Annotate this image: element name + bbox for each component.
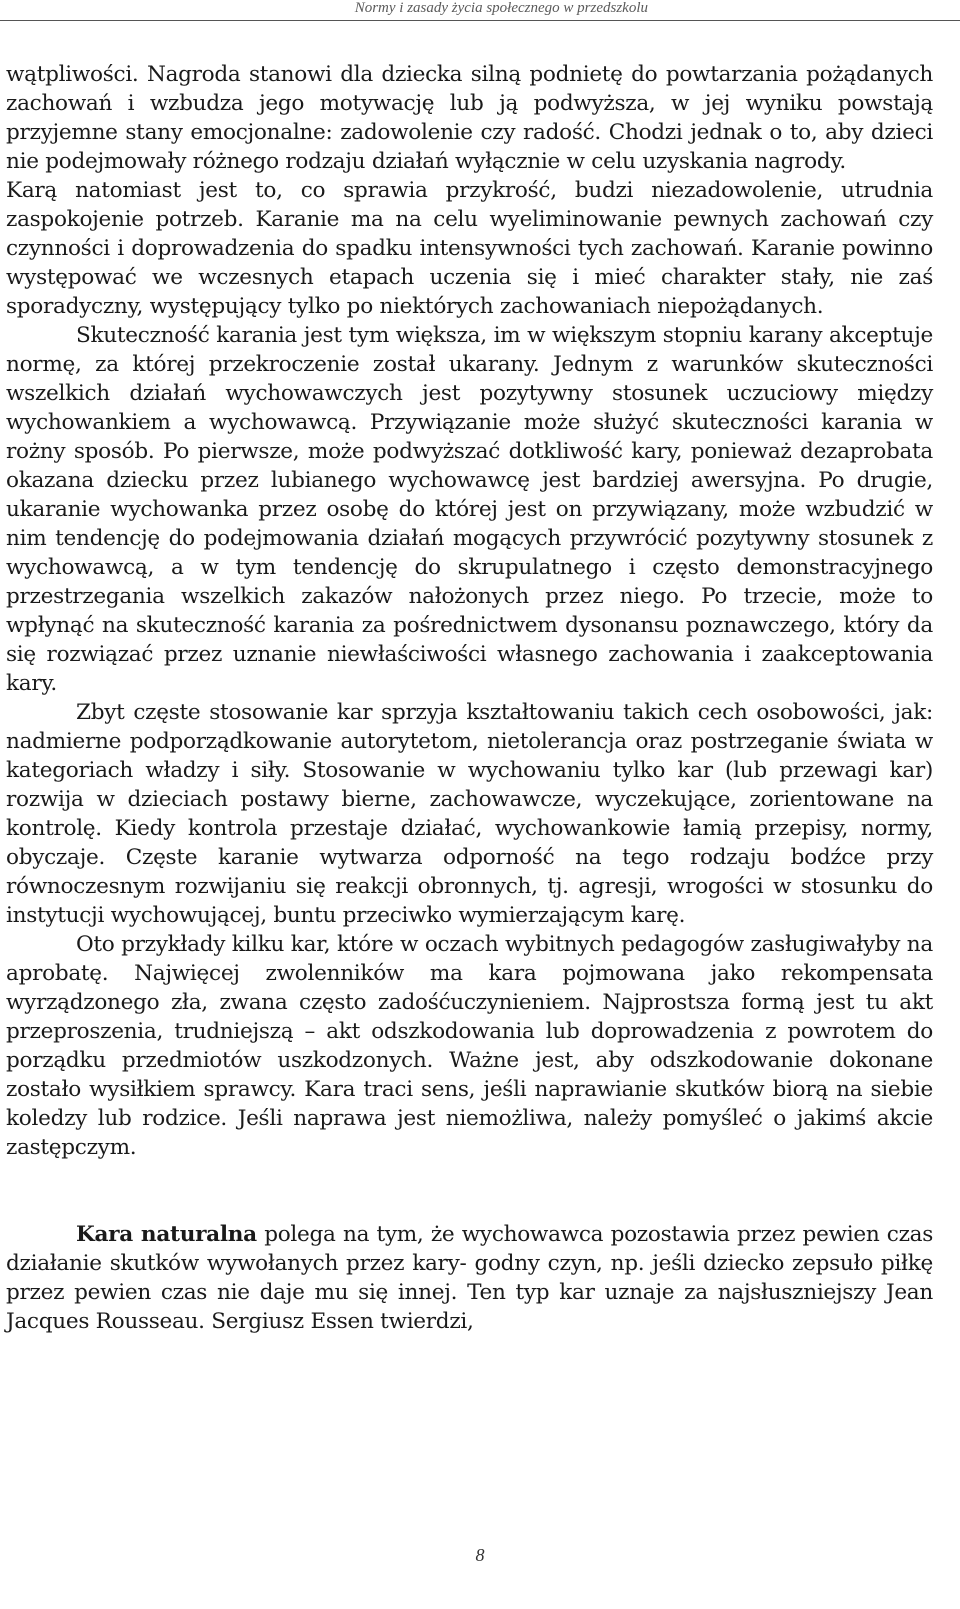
term-kara-naturalna: Kara naturalna <box>76 1222 257 1247</box>
page-number: 8 <box>475 1545 485 1565</box>
paragraph-3: Skuteczność karania jest tym większa, im w większym stopniu karany akceptuje normę, za której przekroczenie został ukarany. Jednym z warunków skuteczności wszelkich działań wychowawczych jest pozytywny stosunek uczuciowy między wychowankiem a wychowawcą. Przywiązanie może służyć skuteczności karania w rożny sposób. Po pierwsze, może podwyższać dotkliwość kary, ponieważ dezaprobata okazana dziecku przez lubianego wychowawcę jest bardziej awersyjna. Po drugie, ukaranie wychowanka przez osobę do której jest on przywiązany, może wzbudzić w nim tendencję do podejmowania działań mogących przywrócić pozytywny stosunek z wychowawcą, a w tym tendencję do skrupulatnego i często demonstracyjnego przestrzegania wszelkich zakazów nałożonych przez niego. Po trzecie, może to wpłynąć na skuteczność karania za pośrednictwem dysonansu poznawczego, który da się rozwiązać przez uznanie niewłaściwości własnego zachowania i zaakceptowania kary. <box>6 323 933 696</box>
paragraph-4: Zbyt częste stosowanie kar sprzyja kształtowaniu takich cech osobowości, jak: nadmierne podporządkowanie autorytetom, nietolerancja oraz postrzeganie świata w kategoriach władzy i siły. Stosowanie w wychowaniu tylko kar (lub przewagi kar) rozwija w dzieciach postawy bierne, zachowawcze, wyczekujące, zorientowane na kontrolę. Kiedy kontrola przestaje działać, wychowankowie łamią przepisy, normy, obyczaje. Częste karanie wytwarza odporność na tego rodzaju bodźce przy równoczesnym rozwijaniu się reakcji obronnych, tj. agresji, wrogości w stosunku do instytucji wychowującej, buntu przeciwko wymierzającym karę. <box>6 700 933 928</box>
header-divider <box>0 20 960 21</box>
body-text <box>6 60 933 1336</box>
paragraph-6 <box>6 1220 933 1336</box>
paragraph-5: Oto przykłady kilku kar, które w oczach wybitnych pedagogów zasługiwałyby na aprobatę. Najwięcej zwolenników ma kara pojmowana jako rekompensata wyrządzonego zła, zwana często zadośćuczynieniem. Najprostsza formą jest tu akt przeproszenia, trudniejszą – akt odszkodowania lub doprowadzenia z powrotem do porządku przedmiotów uszkodzonych. Ważne jest, aby odszkodowanie dokonane zostało wysiłkiem sprawcy. Kara traci sens, jeśli naprawianie skutków biorą na siebie koledzy lub rodzice. Jeśli naprawa jest niemożliwa, należy pomyśleć o jakimś akcie zastępczym. <box>6 932 933 1160</box>
paragraph-1: wątpliwości. Nagroda stanowi dla dziecka silną podnietę do powtarzania pożądanych zachowań i wzbudza jego motywację lub ją podwyższa, w jej wyniku powstają przyjemne stany emocjonalne: zadowolenie czy radość. Chodzi jednak o to, aby dzieci nie podejmowały różnego rodzaju działań wyłącznie w celu uzyskania nagrody. <box>6 62 933 174</box>
paragraph-6-text: polega na tym, że wychowawca pozostawia przez pewien czas działanie skutków wywołanych przez kary- godny czyn, np. jeśli dziecko zepsuło piłkę przez pewien czas nie daje mu się innej. Ten typ kar uznaje za najsłuszniejszy Jean Jacques Rousseau. Sergiusz Essen twierdzi, <box>6 1222 933 1334</box>
running-header: Normy i zasady życia społecznego w przedszkolu <box>354 0 648 16</box>
paragraph-2: Karą natomiast jest to, co sprawia przykrość, budzi niezadowolenie, utrudnia zaspokojenie potrzeb. Karanie ma na celu wyeliminowanie pewnych zachowań czy czynności i doprowadzenia do spadku intensywności tych zachowań. Karanie powinno występować we wczesnych etapach uczenia się i mieć charakter stały, nie zaś sporadyczny, występujący tylko po niektórych zachowaniach niepożądanych. <box>6 178 933 319</box>
